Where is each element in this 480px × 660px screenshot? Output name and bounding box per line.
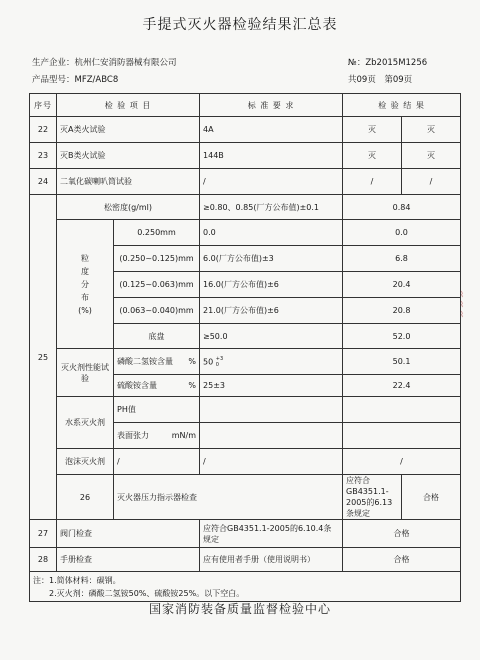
header-requirement: 标 准 要 求 [200,94,343,117]
granularity-label: 粒 度 分 布 (%) [57,220,114,349]
row-result: / [343,169,402,195]
row-no: 28 [30,548,57,572]
row-item: 灭A类火试验 [57,117,200,143]
row-requirement [200,397,343,423]
document-title: 手提式灭火器检验结果汇总表 [142,17,338,33]
row-requirement: / [200,169,343,195]
test-name: PH值 [114,397,200,423]
header-result: 检 验 结 果 [343,94,461,117]
notes [30,572,461,602]
row-requirement: ≥0.80、0.85(厂方公布值)±0.1 [200,195,343,220]
product-model: 产品型号：MFZ/ABC8 [32,75,119,85]
row-requirement: 50 +3 0 [200,349,343,375]
row-requirement: / [200,449,343,475]
row-item: 阀门检查 [57,520,200,548]
row-result: 合格 [343,520,461,548]
row-requirement: 21.0(厂方公布值)±6 [200,298,343,324]
row-result: 50.1 [343,349,461,375]
row-result: 灭 [402,143,461,169]
foam-agent-label: 泡沫灭火剂 [57,449,114,475]
test-name: 磷酸二氢铵含量 % [114,349,200,375]
row-result: / [402,169,461,195]
row-result: 合格 [343,548,461,572]
test-name: 硫酸铵含量 % [114,375,200,397]
row-no: 23 [30,143,57,169]
table-row [30,195,461,220]
table-row [30,169,461,195]
row-requirement: 4A [200,117,343,143]
sieve-range: (0.063~0.040)mm [114,298,200,324]
row-item: 灭火器压力指示器检查 [114,475,343,520]
density-label: 松密度(g/ml) [57,195,200,220]
row-result: 灭 [343,143,402,169]
row-requirement: 6.0(厂方公布值)±3 [200,246,343,272]
table-row [30,220,461,246]
note-line: 2.灭火剂：磷酸二氢铵50%、硫酸铵25%。以下空白。 [33,588,245,598]
row-requirement: 0.0 [200,220,343,246]
table-row [30,143,461,169]
header-item: 检 验 项 目 [57,94,200,117]
header-no: 序号 [30,94,57,117]
table-row [30,520,461,548]
row-result [343,423,461,449]
row-result: / [343,449,461,475]
row-no: 26 [57,475,114,520]
row-requirement: 25±3 [200,375,343,397]
seal-stamp-edge: ⌇ ⌇ ⌇ [460,290,464,319]
row-result: 6.8 [343,246,461,272]
row-no: 27 [30,520,57,548]
agent-performance-label: 灭火剂性能试验 [57,349,114,397]
results-table [29,93,461,602]
row-requirement: ≥50.0 [200,324,343,349]
page-count: 共09页 第09页 [348,75,413,85]
row-result: 20.8 [343,298,461,324]
test-name: 表面张力 mN/m [114,423,200,449]
row-result: 灭 [402,117,461,143]
row-item: 手册检查 [57,548,200,572]
row-result: 52.0 [343,324,461,349]
sieve-range: 底盘 [114,324,200,349]
note-line: 注：1.简体材料：碳钢。 [33,575,121,585]
report-number: №：Zb2015M1256 [348,58,428,68]
row-requirement: 144B [200,143,343,169]
manufacturer: 生产企业：杭州仁安消防器械有限公司 [32,58,177,68]
row-result: 灭 [343,117,402,143]
row-result: 20.4 [343,272,461,298]
row-result: 0.84 [343,195,461,220]
table-row [30,117,461,143]
issuing-organization: 国家消防装备质量监督检验中心 [148,602,331,616]
table-header-row [30,94,461,117]
row-result: 22.4 [343,375,461,397]
table-row [30,548,461,572]
water-agent-label: 水系灭火剂 [57,397,114,449]
row-result: 0.0 [343,220,461,246]
sieve-range: (0.125~0.063)mm [114,272,200,298]
row-no: 25 [30,195,57,520]
row-result [343,397,461,423]
row-requirement: 应符合GB4351.1-2005的6.10.4条规定 [200,520,343,548]
row-requirement: 16.0(厂方公布值)±6 [200,272,343,298]
row-requirement: 应符合GB4351.1-2005的6.13条规定 [343,475,402,520]
row-requirement: 应有使用者手册（使用说明书） [200,548,343,572]
table-row [30,397,461,423]
table-row [30,349,461,375]
row-item: 二氧化碳喇叭筒试验 [57,169,200,195]
row-no: 24 [30,169,57,195]
sieve-range: (0.250~0.125)mm [114,246,200,272]
table-row [30,449,461,475]
sieve-range: 0.250mm [114,220,200,246]
row-item: 灭B类火试验 [57,143,200,169]
row-no: 22 [30,117,57,143]
notes-row [30,572,461,602]
row-result: 合格 [402,475,461,520]
test-name: / [114,449,200,475]
row-requirement [200,423,343,449]
table-row [30,475,461,520]
